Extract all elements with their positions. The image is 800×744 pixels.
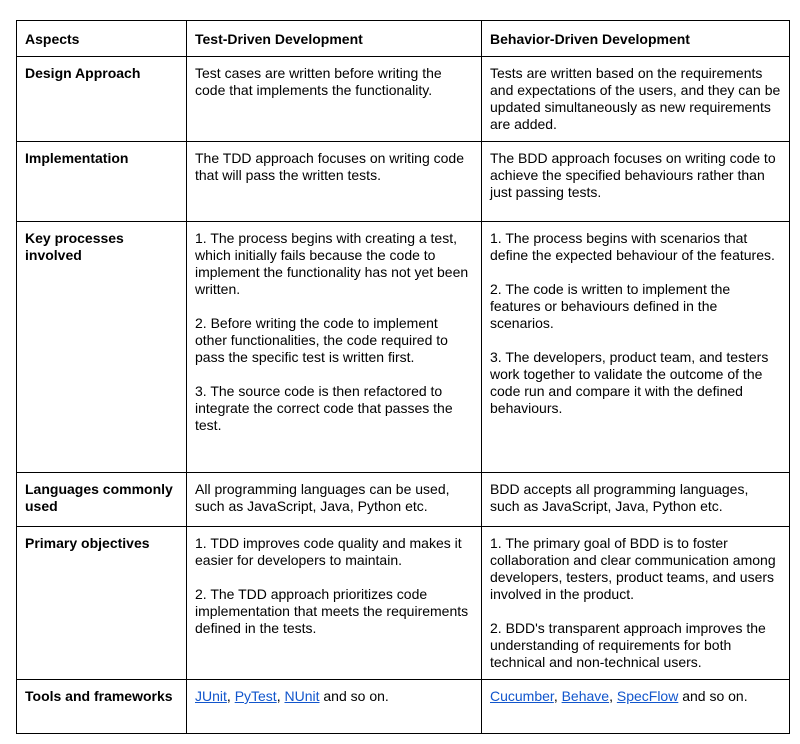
table-row (17, 222, 790, 473)
tdd-cell (187, 680, 482, 734)
nunit-link[interactable]: NUnit (284, 688, 320, 704)
aspect-cell: Key processes involved (17, 222, 187, 473)
header-tdd: Test-Driven Development (187, 21, 482, 57)
table-row (17, 57, 790, 142)
separator: , (609, 688, 617, 704)
tdd-paragraph: Test cases are written before writing the code that implements the functionality. (195, 65, 442, 98)
tdd-paragraph: 1. TDD improves code quality and makes it easier for developers to maintain. (195, 535, 462, 568)
bdd-paragraph: 2. The code is written to implement the features or behaviours defined in the scenarios. (490, 281, 731, 331)
bdd-paragraph: The BDD approach focuses on writing code to achieve the specified behaviours rather than just passing tests. (490, 150, 776, 200)
bdd-paragraph: 2. BDD's transparent approach improves the understanding of requirements for both technical and non-technical users. (490, 620, 766, 670)
tdd-cell (187, 473, 482, 527)
bdd-paragraph: 3. The developers, product team, and testers work together to validate the outcome of the code run and compare it with the defined behaviours. (490, 349, 769, 416)
tools-suffix: and so on. (319, 688, 389, 704)
tdd-cell (187, 142, 482, 222)
bdd-cell (482, 57, 790, 142)
table-row (17, 142, 790, 222)
tdd-cell (187, 527, 482, 680)
table-row (17, 473, 790, 527)
bdd-cell (482, 527, 790, 680)
behave-link[interactable]: Behave (561, 688, 610, 704)
bdd-cell (482, 680, 790, 734)
tools-suffix: and so on. (678, 688, 748, 704)
bdd-paragraph: 1. The process begins with scenarios that define the expected behaviour of the features. (490, 230, 775, 263)
bdd-cell (482, 473, 790, 527)
aspect-cell: Implementation (17, 142, 187, 222)
aspect-cell: Languages commonly used (17, 473, 187, 527)
tdd-paragraph: All programming languages can be used, such as JavaScript, Java, Python etc. (195, 481, 450, 514)
tdd-paragraph: 1. The process begins with creating a test, which initially fails because the code to implement the functionality has not yet been written. (195, 230, 469, 297)
aspect-cell: Tools and frameworks (17, 680, 187, 734)
header-aspects: Aspects (17, 21, 187, 57)
tdd-cell (187, 222, 482, 473)
tdd-cell (187, 57, 482, 142)
cucumber-link[interactable]: Cucumber (490, 688, 554, 704)
table-row (17, 527, 790, 680)
tdd-paragraph: 3. The source code is then refactored to integrate the correct code that passes the test. (195, 383, 453, 433)
pytest-link[interactable]: PyTest (234, 688, 277, 704)
table-row (17, 680, 790, 734)
bdd-paragraph: BDD accepts all programming languages, such as JavaScript, Java, Python etc. (490, 481, 749, 514)
aspect-cell: Design Approach (17, 57, 187, 142)
specflow-link[interactable]: SpecFlow (616, 688, 679, 704)
table-header-row (17, 21, 790, 57)
tdd-paragraph: 2. Before writing the code to implement other functionalities, the code required to pass the specific test is written first. (195, 315, 448, 365)
bdd-paragraph: 1. The primary goal of BDD is to foster collaboration and clear communication among developers, testers, product teams, and users involved in the product. (490, 535, 776, 602)
bdd-paragraph: Tests are written based on the requirements and expectations of the users, and they can be updated simultaneously as new requirements are added. (490, 65, 781, 132)
bdd-cell (482, 142, 790, 222)
header-bdd: Behavior-Driven Development (482, 21, 790, 57)
aspect-cell: Primary objectives (17, 527, 187, 680)
bdd-cell (482, 222, 790, 473)
separator: , (226, 688, 235, 704)
junit-link[interactable]: JUnit (195, 688, 227, 704)
separator: , (276, 688, 285, 704)
tdd-paragraph: 2. The TDD approach prioritizes code implementation that meets the requirements defined in the tests. (195, 586, 469, 636)
comparison-table (16, 20, 790, 734)
separator: , (553, 688, 562, 704)
tdd-paragraph: The TDD approach focuses on writing code that will pass the written tests. (195, 150, 464, 183)
